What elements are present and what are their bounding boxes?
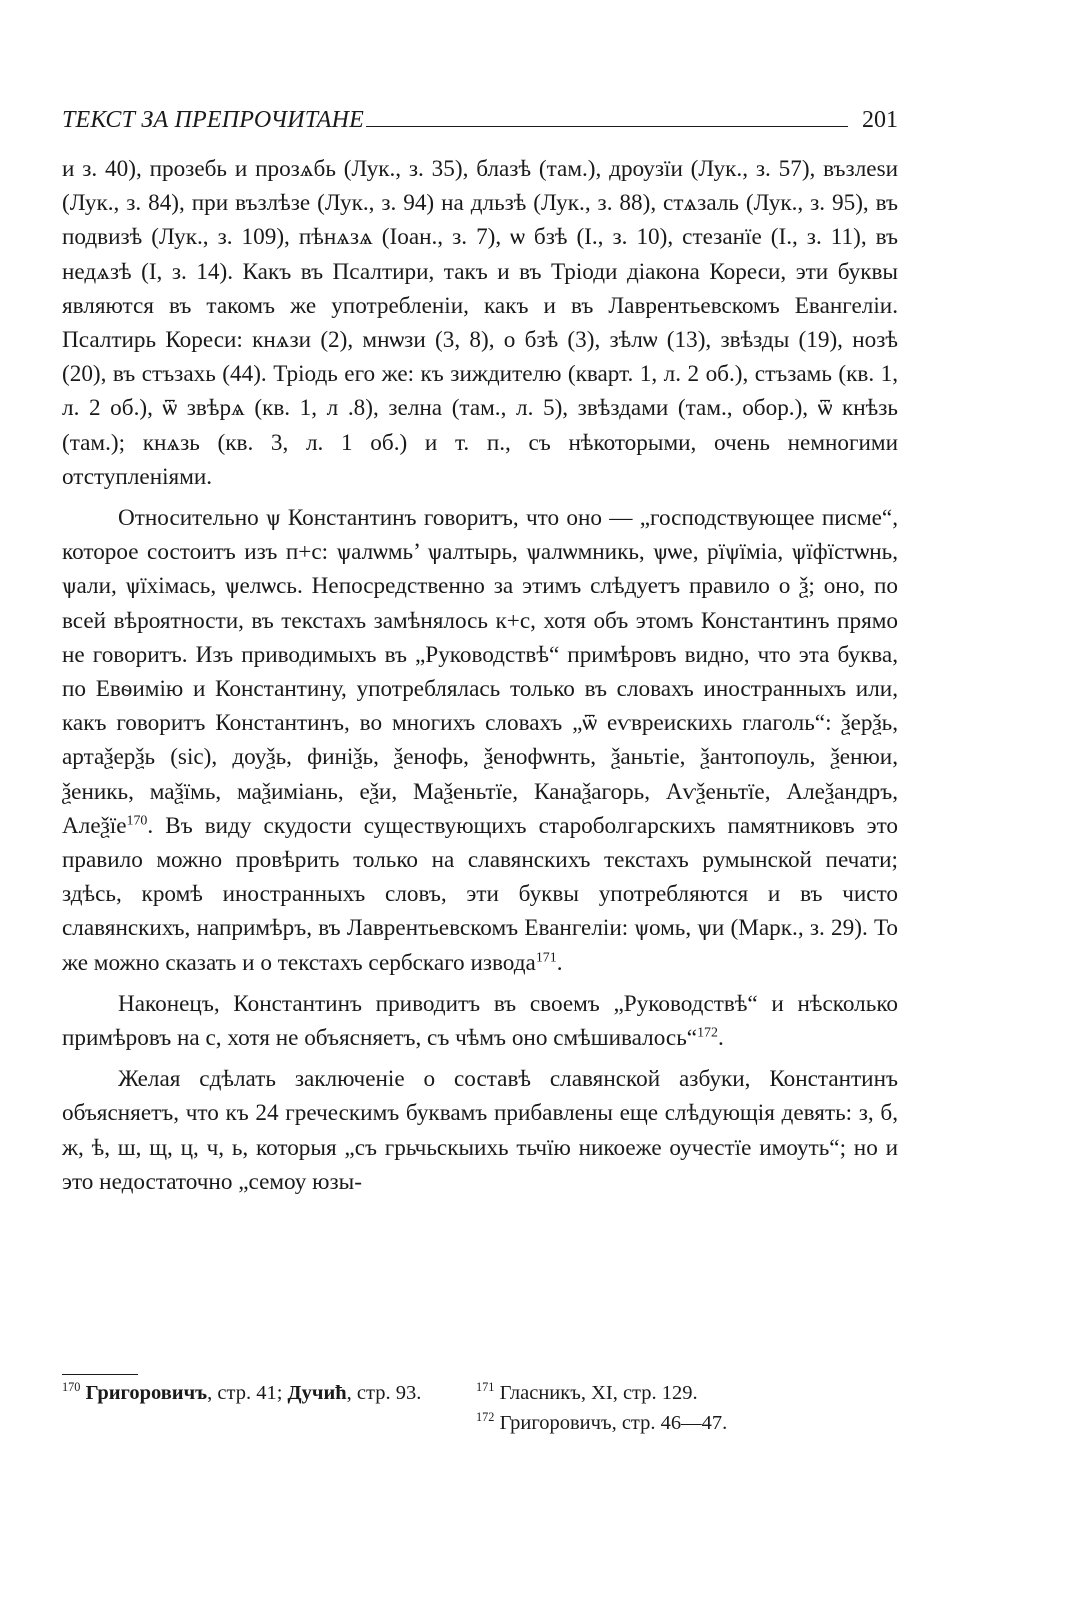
paragraph-text: и з. 40), прозебь и прозѧбь (Лук., з. 35), блазѣ (там.), дроузїи (Лук., з. 57), възлеѕи (Лук., з. 84), при възлѣзе (Лук., з. 94) на дльзѣ (Лук., з. 88), стѧзаль (Лук., з. 95), въ подвизѣ (Лук., з. 109), пѣнѧзѧ (Іоан., з. 7), ѡ бзѣ (I., з. 10), стезанїе (I., з. 11), въ недѧзѣ (I, з. 14). Какъ въ Псалтири, такъ и въ Тріоди діакона Кореси, эти буквы являются въ такомъ же употребленіи, какъ и въ Лаврентьевскомъ Евангеліи. Псалтирь Кореси: кнѧзи (2), мнѡзи (3, 8), о бзѣ (3), зѣлѡ (13), звѣзды (19), нозѣ (20), въ стъзахь (44). Тріодь его же: къ зиждителю (кварт. 1, л. 2 об.), стъзамь (кв. 1, л. 2 об.), ѿ звѣрѧ (кв. 1, л .8), зелна (там., л. 5), звѣздами (там., обор.), ѿ кнѣзь (там.); кнѧзь (кв. 3, л. 1 об.) и т. п., съ нѣкоторыми, очень немногими отступленіями.	[62, 156, 898, 490]
paragraph-text-cont: . Въ виду скудости существующихъ староболгарскихъ памятниковъ это правило можно провѣрить только на славянскихъ текстахъ румынской печати; здѣсь, кромѣ иностранныхъ словъ, эти буквы употребляются и въ чисто славянскихъ, напримѣръ, въ Лаврентьевскомъ Евангеліи: ѱомь, ѱи (Марк., з. 29). То же можно сказать и о текстахъ сербскаго извода	[62, 812, 898, 976]
footnotes	[62, 1378, 898, 1438]
footnotes-left-column	[62, 1378, 468, 1438]
paragraph-2	[62, 501, 898, 980]
paragraph-3	[62, 987, 898, 1055]
footnote-ref-170[interactable]: 170	[126, 813, 148, 829]
footnote-rule	[62, 1374, 138, 1375]
footnote-author: Григоровичъ	[85, 1382, 208, 1404]
running-header	[62, 94, 898, 134]
paragraph-text-end: .	[717, 1025, 724, 1052]
footnote-text: Гласникъ, XI, стр. 129.	[499, 1382, 698, 1404]
paragraph-text: Желая сдѣлать заключеніе о составѣ славянской азбуки, Константинъ объясняетъ, что къ 24 греческимъ буквамъ прибавлены еще слѣдующія девять: з, б, ж, ѣ, ш, щ, ц, ч, ь, которыя „съ грьчьскыихь тьчїю никоеже оучестїе имоуть“; но и это недостаточно „семоу юзы-	[62, 1066, 898, 1195]
footnote-ref-171[interactable]: 171	[535, 949, 557, 965]
main-text	[62, 152, 898, 1206]
footnote-number: 172	[476, 1410, 495, 1425]
paragraph-4	[62, 1062, 898, 1199]
footnotes-right-column	[468, 1378, 898, 1438]
footnote-171	[476, 1378, 898, 1408]
footnote-text: Григоровичъ, стр. 46—47.	[499, 1412, 728, 1434]
footnote-number: 171	[476, 1380, 495, 1395]
footnote-number: 170	[62, 1380, 81, 1395]
paragraph-1	[62, 152, 898, 494]
header-rule	[366, 126, 848, 127]
footnote-ref-172[interactable]: 172	[697, 1025, 718, 1041]
footnote-170	[62, 1378, 444, 1408]
footnote-author: Дучић	[287, 1382, 347, 1404]
page-number: 201	[862, 107, 898, 133]
paragraph-text: Относительно ѱ Константинъ говоритъ, что оно — „господствующее писме“, которое состоитъ изъ п+с: ѱалѡмь’ ѱалтырь, ѱалѡмникь, ѱѡе, рїѱїміа, ѱїфїстѡнь, ѱали, ѱїхімась, ѱелѡсь. Непосредственно за этимъ слѣдуетъ правило о ѯ; оно, по всей вѣроятности, въ текстахъ замѣнялось к+с, хотя объ этомъ Константинъ прямо не говоритъ. Изъ приводимыхъ въ „Руководствѣ“ примѣровъ видно, что эта буква, по Евѳимію и Константину, употреблялась только въ словахъ иностранныхъ или, какъ говоритъ Константинъ, во многихъ словахъ „ѿ еѵвреискихь глаголь“: ѯерѯь, артаѯерѯь (sic), доуѯь, финіѯь, ѯенофь, ѯенофѡнть, ѯаньтіе, ѯантопоуль, ѯенюи, ѯеникь, маѯїмь, маѯиміань, еѯи, Маѯеньтїе, Канаѯагорь, Аѵѯеньтїе, Алеѯандръ, Алеѯїе	[62, 505, 898, 839]
paragraph-text-end: .	[556, 949, 563, 976]
running-title: ТЕКСТ ЗА ПРЕПРОЧИТАНЕ	[62, 107, 365, 133]
footnote-text: , стр. 41;	[207, 1382, 288, 1404]
footnote-text: , стр. 93.	[346, 1382, 422, 1404]
footnote-172	[476, 1408, 898, 1438]
paragraph-text: Наконецъ, Константинъ приводитъ въ своемъ „Руководствѣ“ и нѣсколько примѣровъ на с, хотя не объясняетъ, съ чѣмъ оно смѣшивалось“	[62, 990, 898, 1052]
